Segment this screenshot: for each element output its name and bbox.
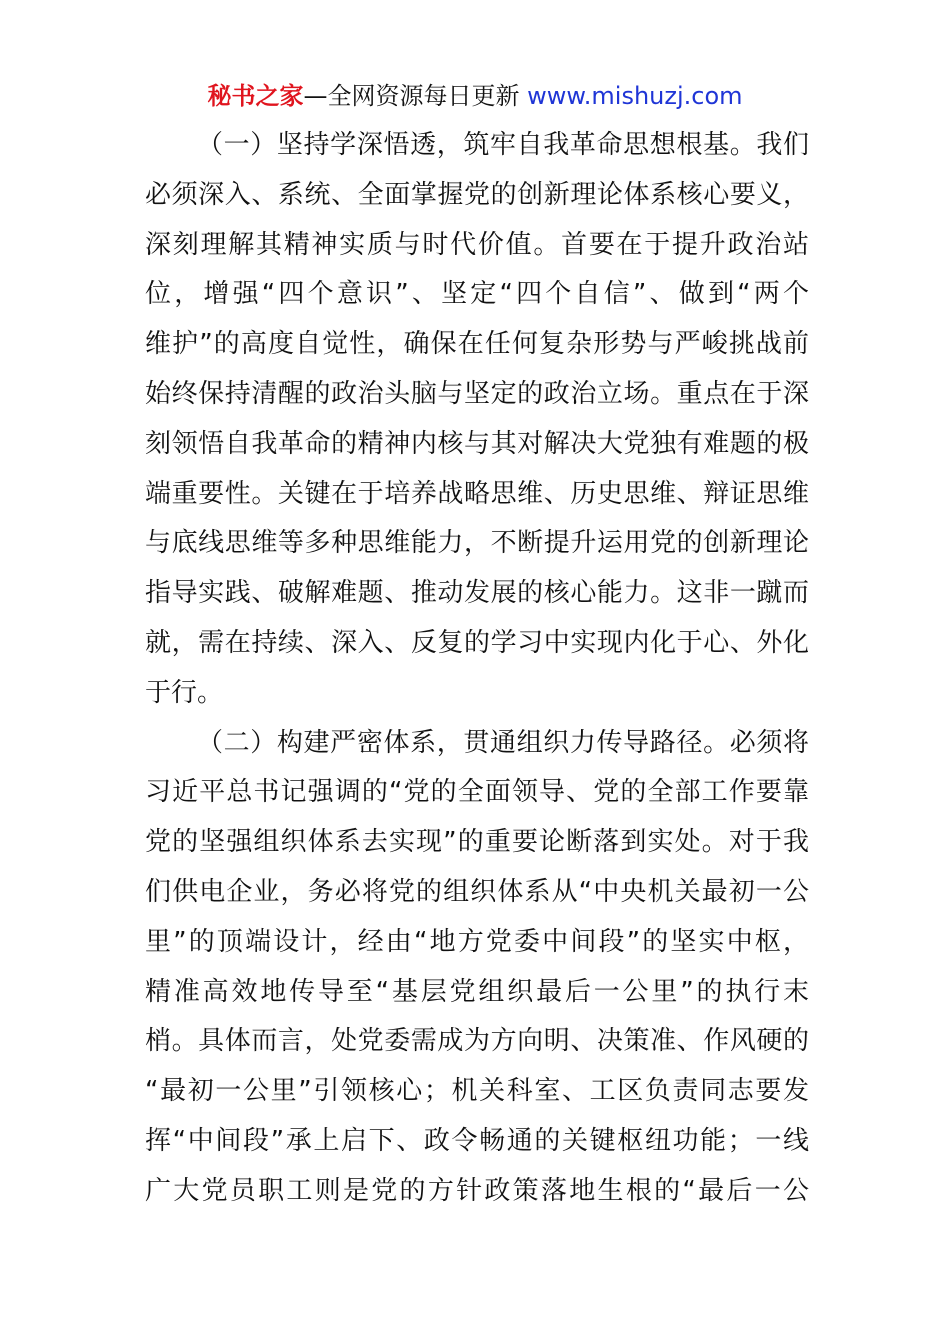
text-line: 必须深入、系统、全面掌握党的创新理论体系核心要义，	[145, 179, 809, 210]
text-line: 维护”的高度自觉性，确保在任何复杂形势与严峻挑战前	[145, 329, 809, 360]
text-line: 端重要性。关键在于培养战略思维、历史思维、辩证思维	[145, 478, 809, 509]
site-header	[0, 80, 950, 112]
text-line: 就，需在持续、深入、反复的学习中实现内化于心、外化	[145, 627, 809, 658]
text-line: 广大党员职工则是党的方针政策落地生根的“最后一公	[145, 1175, 809, 1206]
text-line: 习近平总书记强调的“党的全面领导、党的全部工作要靠	[145, 777, 809, 808]
site-brand: 秘书之家	[207, 82, 304, 110]
text-line: 位，增强“四个意识”、坚定“四个自信”、做到“两个	[145, 279, 809, 310]
site-tagline: —全网资源每日更新	[303, 82, 520, 110]
text-line: 与底线思维等多种思维能力，不断提升运用党的创新理论	[145, 528, 809, 559]
paragraph-first-line: （二）构建严密体系，贯通组织力传导路径。必须将	[197, 727, 809, 758]
text-line: 们供电企业，务必将党的组织体系从“中央机关最初一公	[145, 876, 809, 907]
text-line: 始终保持清醒的政治头脑与坚定的政治立场。重点在于深	[145, 378, 809, 409]
document-body	[145, 121, 809, 1217]
text-line: “最初一公里”引领核心；机关科室、工区负责同志要发	[145, 1076, 809, 1107]
text-line: 梢。具体而言，处党委需成为方向明、决策准、作风硬的	[145, 1026, 809, 1057]
text-line: 精准高效地传导至“基层党组织最后一公里”的执行末	[145, 976, 809, 1007]
text-line: 党的坚强组织体系去实现”的重要论断落到实处。对于我	[145, 827, 809, 858]
text-line: 指导实践、破解难题、推动发展的核心能力。这非一蹴而	[145, 578, 809, 609]
text-line: 里”的顶端设计，经由“地方党委中间段”的坚实中枢，	[145, 926, 809, 957]
paragraph-first-line: （一）坚持学深悟透，筑牢自我革命思想根基。我们	[197, 130, 809, 160]
text-line: 挥“中间段”承上启下、政令畅通的关键枢纽功能；一线	[145, 1125, 809, 1156]
text-line: 刻领悟自我革命的精神内核与其对解决大党独有难题的极	[145, 428, 809, 459]
site-url-link[interactable]: www.mishuzj.com	[527, 82, 743, 110]
text-line: 于行。	[145, 677, 224, 708]
text-line: 深刻理解其精神实质与时代价值。首要在于提升政治站	[145, 229, 809, 260]
